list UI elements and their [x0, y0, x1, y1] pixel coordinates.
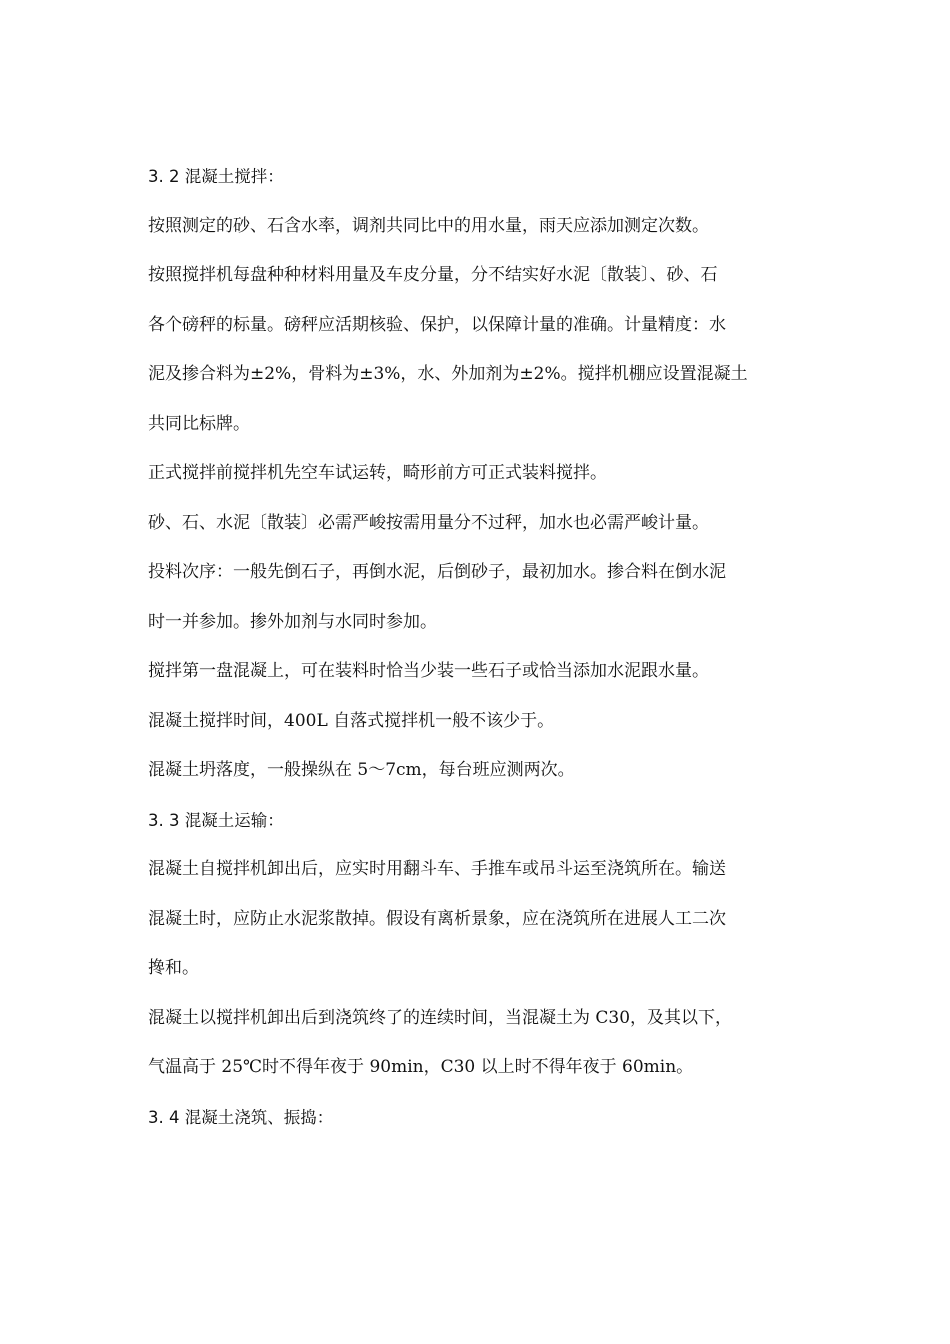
- paragraph-line: 泥及掺合料为±2%，骨料为±3%，水、外加剂为±2%。搅拌机棚应设置混凝土: [148, 364, 748, 384]
- paragraph-line: 时一并参加。掺外加剂与水同时参加。: [148, 611, 437, 632]
- paragraph-line: 投料次序：一般先倒石子，再倒水泥，后倒砂子，最初加水。掺合料在倒水泥: [148, 562, 726, 582]
- paragraph-line: 混凝土坍落度，一般操纵在 5～7cm，每台班应测两次。: [148, 760, 575, 780]
- paragraph-line: 搀和。: [148, 958, 199, 978]
- section-heading-3-2: 3. 2 混凝土搅拌：: [148, 167, 284, 186]
- paragraph-line: 共同比标牌。: [148, 413, 250, 434]
- paragraph-line: 混凝土以搅拌机卸出后到浇筑终了的连续时间，当混凝土为 C30，及其以下，: [148, 1007, 733, 1028]
- paragraph-line: 搅拌第一盘混凝上，可在装料时恰当少装一些石子或恰当添加水泥跟水量。: [148, 661, 709, 681]
- paragraph-line: 按照测定的砂、石含水率，调剂共同比中的用水量，雨天应添加测定次数。: [148, 215, 709, 236]
- paragraph-line: 正式搅拌前搅拌机先空车试运转，畸形前方可正式装料搅拌。: [148, 463, 607, 483]
- document-body: [148, 152, 808, 1142]
- paragraph-line: 按照搅拌机每盘种种材料用量及车皮分量，分不结实好水泥〔散装〕、砂、石: [148, 265, 718, 285]
- section-heading-3-3: 3. 3 混凝土运输：: [148, 810, 284, 830]
- paragraph-line: 混凝土时，应防止水泥浆散掉。假设有离析景象，应在浇筑所在进展人工二次: [148, 908, 726, 929]
- paragraph-line: 各个磅秤的标量。磅秤应活期核验、保护，以保障计量的准确。计量精度：水: [148, 314, 726, 335]
- paragraph-line: 混凝土搅拌时间，400L 自落式搅拌机一般不该少于。: [148, 710, 555, 731]
- section-heading-3-4: 3. 4 混凝土浇筑、振捣：: [148, 1107, 334, 1127]
- paragraph-line: 砂、石、水泥〔散装〕必需严峻按需用量分不过秤，加水也必需严峻计量。: [148, 512, 709, 533]
- paragraph-line: 气温高于 25℃时不得年夜于 90min，C30 以上时不得年夜于 60min。: [148, 1057, 694, 1077]
- paragraph-line: 混凝土自搅拌机卸出后，应实时用翻斗车、手推车或吊斗运至浇筑所在。输送: [148, 859, 726, 879]
